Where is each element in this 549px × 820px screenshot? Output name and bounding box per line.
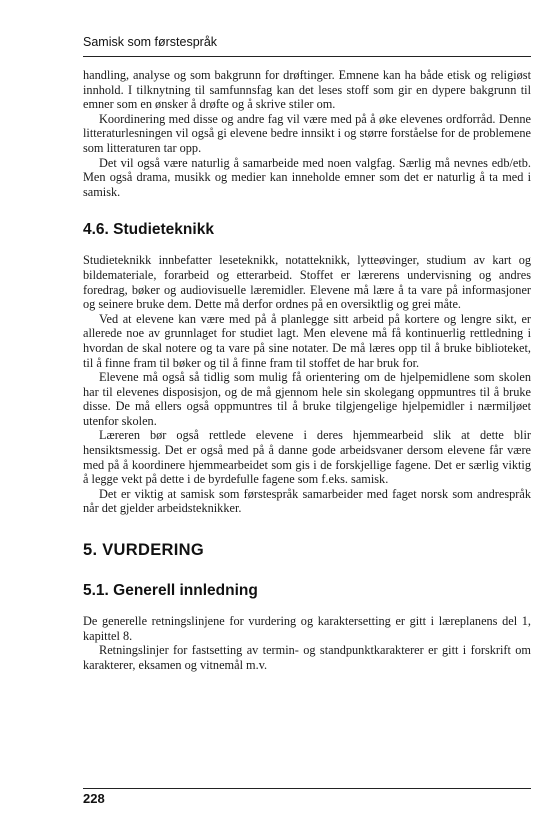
footer-rule bbox=[83, 788, 531, 789]
section-heading-studieteknikk: 4.6. Studieteknikk bbox=[83, 221, 214, 239]
page-number: 228 bbox=[83, 791, 105, 806]
header-rule bbox=[83, 56, 531, 57]
intro-paragraph-1: handling, analyse og som bakgrunn for drøftinger. Emnene kan ha både etisk og religiøst innhold. I tilknytning til samfunnsfag kan det leses stoff som gir en dypere bakgrunn til emner som en ønsker å drøfte og å skrive stiler om. bbox=[83, 68, 531, 112]
intro-paragraph-2: Koordinering med disse og andre fag vil være med på å øke elevenes ordforråd. Denne litteraturlesningen vil også gi elevene bedre innsikt i og større forståelse for de problemene som litteraturen tar opp. bbox=[83, 111, 531, 155]
innledning-paragraph-2: Retningslinjer for fastsetting av termin- og standpunktkarakterer er gitt i forskrift om karakterer, eksamen og vitnemål m.v. bbox=[83, 643, 531, 672]
studieteknikk-paragraph-2: Ved at elevene kan være med på å planlegge sitt arbeid på kortere og lengre sikt, er allerede noe av grunnlaget for studiet lagt. Men elevene må få kontinuerlig rettledning i hvordan de skal notere og ta vare på sine notater. De må læres opp til å bruke biblioteket, til å finne fram til bøker og til å finne fram til stoffet de har bruk for. bbox=[83, 311, 531, 370]
section-heading-generell-innledning: 5.1. Generell innledning bbox=[83, 582, 258, 600]
page-content bbox=[83, 68, 531, 672]
chapter-heading-vurdering: 5. VURDERING bbox=[83, 541, 204, 560]
studieteknikk-paragraph-1: Studieteknikk innbefatter leseteknikk, notatteknikk, lytteøvinger, studium av kart og bildemateriale, forarbeid og etterarbeid. Stoffet er lærerens undervisning og andres foredrag, bøker og audiovisuelle læremidler. Elevene må lære å ta vare på informasjoner og seinere bruke dem. Dette må derfor ordnes på en oversiktlig og grei måte. bbox=[83, 253, 531, 312]
studieteknikk-paragraph-5: Det er viktig at samisk som førstespråk samarbeider med faget norsk som andrespråk når det gjelder arbeidsteknikker. bbox=[83, 486, 531, 516]
intro-paragraph-3: Det vil også være naturlig å samarbeide med noen valgfag. Særlig må nevnes edb/etb. Men også drama, musikk og medier kan inneholde emner som det er naturlig å ta med i samisk. bbox=[83, 155, 531, 199]
running-header: Samisk som førstespråk bbox=[83, 35, 218, 49]
studieteknikk-paragraph-4: Læreren bør også rettlede elevene i deres hjemmearbeid slik at dette blir hensiktsmessig. Det er også med på å danne gode arbeidsvaner dersom elevene får være med på å koordinere hjemmearbeidet som gis i de forskjellige fagene. Det er særlig viktig å legge vekt på dette i de byrdefulle fagene som f.eks. samisk. bbox=[83, 428, 531, 487]
studieteknikk-paragraph-3: Elevene må også så tidlig som mulig få orientering om de hjelpemidlene som skolen har til elevenes disposisjon, og de må gjennom hele sin skolegang oppmuntres til å bruke disse. De må ellers også oppmuntres til å bruke tilgjengelige hjelpemidler i nærmiljøet utenfor skolen. bbox=[83, 370, 531, 428]
innledning-paragraph-1: De generelle retningslinjene for vurdering og karaktersetting er gitt i læreplanens del 1, kapittel 8. bbox=[83, 614, 531, 643]
